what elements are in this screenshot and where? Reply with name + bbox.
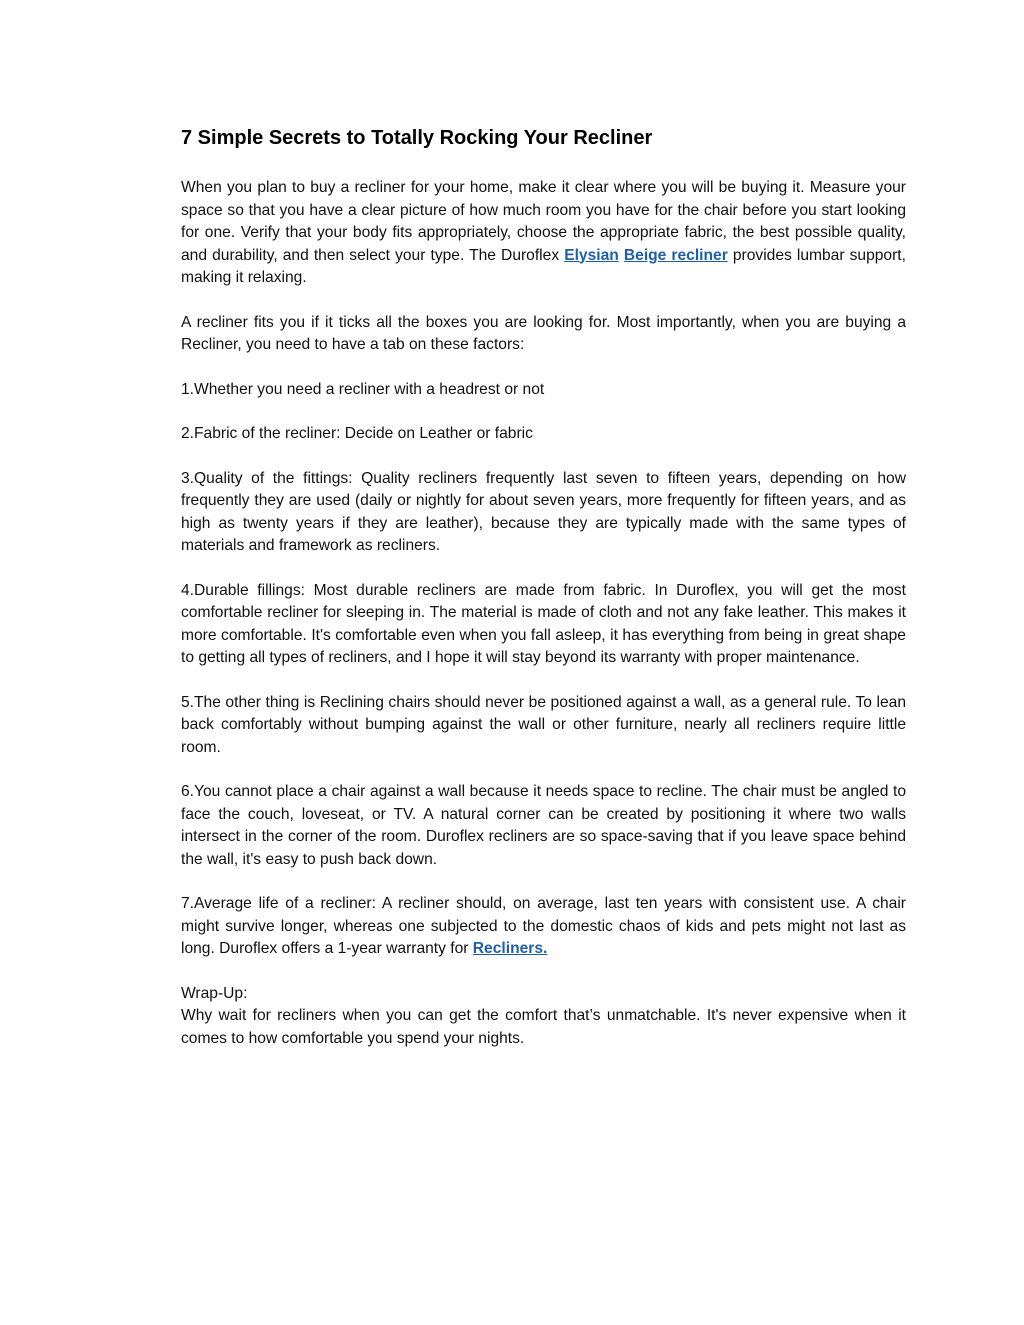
document-page [181, 124, 906, 1050]
factors-paragraph: A recliner fits you if it ticks all the boxes you are looking for. Most importantly, when you are buying a Recliner, you need to have a tab on these factors: [181, 313, 906, 353]
list-item-7 [181, 893, 906, 961]
elysian-link[interactable]: Elysian [564, 246, 619, 264]
list-item-3: 3.Quality of the fittings: Quality recliners frequently last seven to fifteen years, depending on how frequently they are used (daily or nightly for about seven years, more frequently for fifteen years, and as high as twenty years if they are leather), because they are typically made with the same types of materials and framework as recliners. [181, 469, 906, 554]
intro-text-end: provides lumbar support, making it relaxing. [181, 246, 906, 286]
list-item-6: 6.You cannot place a chair against a wall because it needs space to recline. The chair must be angled to face the couch, loveseat, or TV. A natural corner can be created by positioning it where two walls intersect in the corner of the room. Duroflex recliners are so space-saving that if you leave space behind the wall, it's easy to push back down. [181, 783, 906, 868]
intro-paragraph [181, 177, 906, 290]
intro-text: When you plan to buy a recliner for your home, make it clear where you will be buying it. Measure your space so that you have a clear picture of how much room you have for the chair before you start looking for one. Verify that your body fits appropriately, choose the appropriate fabric, the best possible quality, and durability, and then select your type. The Duroflex [181, 179, 906, 264]
beige-recliner-link[interactable]: Beige recliner [623, 246, 728, 264]
list-item-1: 1.Whether you need a recliner with a headrest or not [181, 380, 545, 398]
page-title: 7 Simple Secrets to Totally Rocking Your Recliner [181, 127, 653, 149]
list-item-2: 2.Fabric of the recliner: Decide on Leather or fabric [181, 425, 533, 442]
wrapup-paragraph: Why wait for recliners when you can get the comfort that’s unmatchable. It's never expensive when it comes to how comfortable you spend your nights. [181, 1007, 906, 1047]
recliners-link[interactable]: Recliners. [472, 940, 548, 957]
list-item-7-text: 7.Average life of a recliner: A recliner should, on average, last ten years with consistent use. A chair might survive longer, whereas one subjected to the domestic chaos of kids and pets might not last as long. Duroflex offers a 1-year warranty for [181, 895, 906, 957]
list-item-4: 4.Durable fillings: Most durable recliners are made from fabric. In Duroflex, you will get the most comfortable recliner for sleeping in. The material is made of cloth and not any fake leather. This makes it more comfortable. It's comfortable even when you fall asleep, it has everything from being in great shape to getting all types of recliners, and I hope it will stay beyond its warranty with proper maintenance. [181, 581, 906, 666]
wrapup-heading: Wrap-Up: [181, 984, 248, 1002]
list-item-5: 5.The other thing is Reclining chairs should never be positioned against a wall, as a general rule. To lean back comfortably without bumping against the wall or other furniture, nearly all recliners require little room. [181, 693, 906, 756]
